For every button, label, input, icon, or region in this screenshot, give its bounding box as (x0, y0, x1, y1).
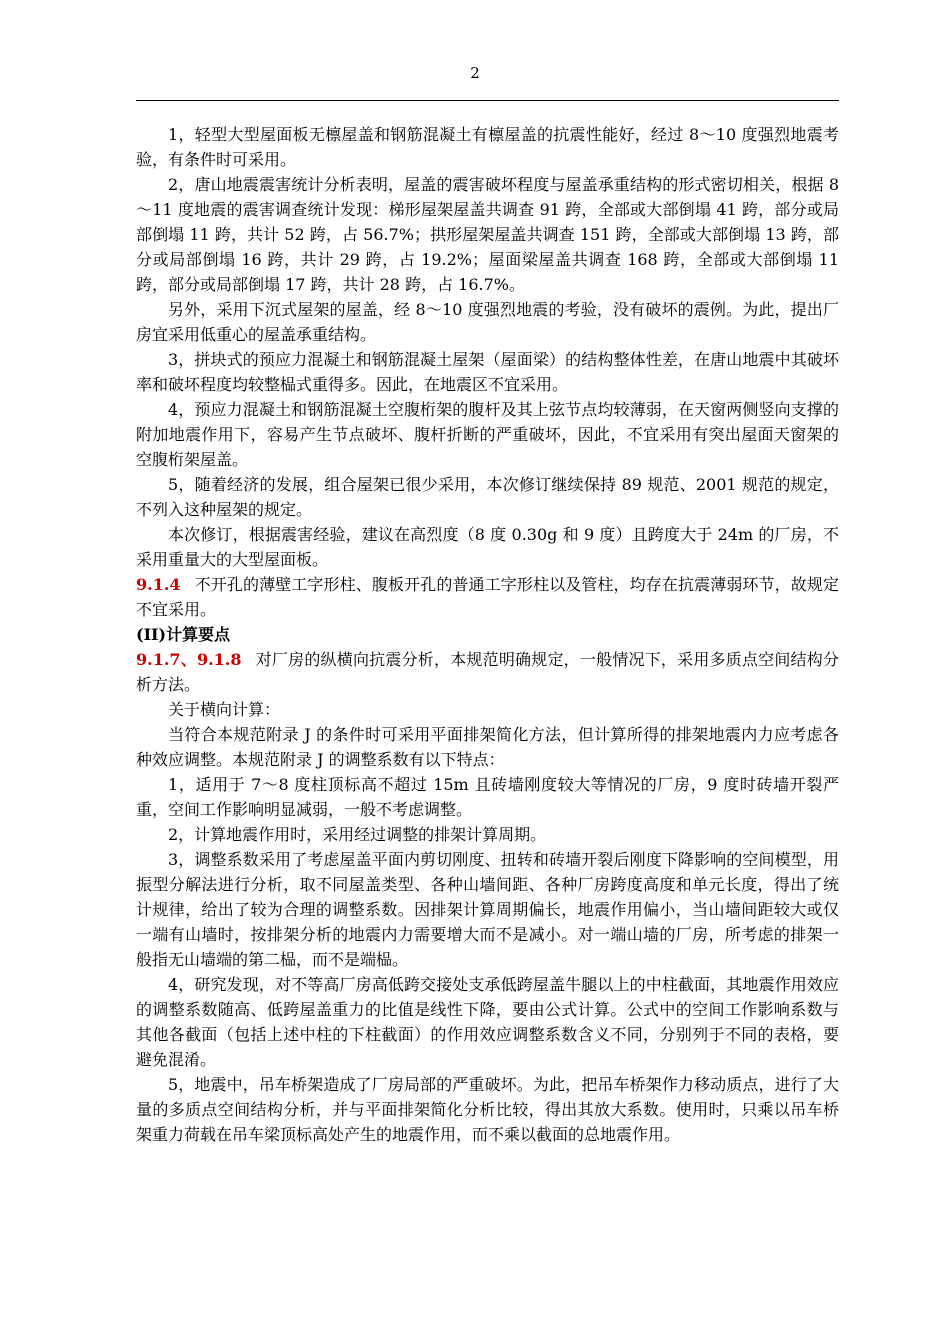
paragraph-10: 1，适用于 7～8 度柱顶标高不超过 15m 且砖墙刚度较大等情况的厂房，9 度时砖墙开裂严重，空间工作影响明显减弱，一般不考虑调整。 (136, 775, 839, 819)
paragraph-12: 3，调整系数采用了考虑屋盖平面内剪切刚度、扭转和砖墙开裂后刚度下降影响的空间模型，用振型分解法进行分析，取不同屋盖类型、各种山墙间距、各种厂房跨度高度和单元长度，得出了统计规律，给出了较为合理的调整系数。因排架计算周期偏长，地震作用偏小，当山墙间距较大或仅一端有山墙时，按排架分析的地震内力需要增大而不是减小。对一端山墙的厂房，所考虑的排架一般指无山墙端的第二榀，而不是端榀。 (136, 850, 839, 969)
clause-text: 不开孔的薄壁工字形柱、腹板开孔的普通工字形柱以及管柱，均存在抗震薄弱环节，故规定不宜采用。 (136, 575, 839, 619)
clause-number: 9.1.4 (136, 575, 181, 594)
paragraph-11: 2，计算地震作用时，采用经过调整的排架计算周期。 (168, 825, 547, 844)
paragraph-6: 5，随着经济的发展，组合屋架已很少采用，本次修订继续保持 89 规范、2001 规范的规定，不列入这种屋架的规定。 (136, 475, 839, 519)
paragraph-8: 关于横向计算： (168, 700, 281, 719)
paragraph-14: 5，地震中，吊车桥架造成了厂房局部的严重破坏。为此，把吊车桥架作力移动质点，进行了大量的多质点空间结构分析，并与平面排架简化分析比较，得出其放大系数。使用时，只乘以吊车桥架重力荷载在吊车梁顶标高处产生的地震作用，而不乘以截面的总地震作用。 (136, 1075, 839, 1144)
clause-9-1-7-9-1-8 (136, 647, 839, 697)
paragraph-13: 4，研究发现，对不等高厂房高低跨交接处支承低跨屋盖牛腿以上的中柱截面，其地震作用效应的调整系数随高、低跨屋盖重力的比值是线性下降，要由公式计算。公式中的空间工作影响系数与其他各截面（包括上述中柱的下柱截面）的作用效应调整系数含义不同，分别列于不同的表格，要避免混淆。 (136, 975, 839, 1069)
header-rule (136, 100, 839, 101)
document-body (136, 122, 839, 1147)
section-title: (II)计算要点 (136, 625, 231, 644)
paragraph-5: 4，预应力混凝土和钢筋混凝土空腹桁架的腹杆及其上弦节点均较薄弱，在天窗两侧竖向支撑的附加地震作用下，容易产生节点破坏、腹杆折断的严重破坏，因此，不宜采用有突出屋面天窗架的空腹桁架屋盖。 (136, 400, 839, 469)
clause-text: 对厂房的纵横向抗震分析，本规范明确规定，一般情况下，采用多质点空间结构分析方法。 (136, 650, 839, 694)
clause-number: 9.1.7、9.1.8 (136, 650, 242, 669)
paragraph-2: 2，唐山地震震害统计分析表明，屋盖的震害破坏程度与屋盖承重结构的形式密切相关，根据 8～11 度地震的震害调查统计发现：梯形屋架屋盖共调查 91 跨，全部或大部倒塌 41 跨，部分或局部倒塌 11 跨，共计 52 跨，占 56.7%；拱形屋架屋盖共调查 151 跨，全部或大部倒塌 13 跨，部分或局部倒塌 16 跨，共计 29 跨，占 19.2%；屋面梁屋盖共调查 168 跨，全部或大部倒塌 11 跨，部分或局部倒塌 17 跨，共计 28 跨，占 16.7%。 (136, 175, 839, 294)
paragraph-4: 3，拼块式的预应力混凝土和钢筋混凝土屋架（屋面梁）的结构整体性差，在唐山地震中其破坏率和破坏程度均较整榀式重得多。因此，在地震区不宜采用。 (136, 350, 839, 394)
paragraph-1: 1，轻型大型屋面板无檩屋盖和钢筋混凝土有檩屋盖的抗震性能好，经过 8～10 度强烈地震考验，有条件时可采用。 (136, 125, 839, 169)
page-number: 2 (470, 64, 480, 82)
paragraph-9: 当符合本规范附录 J 的条件时可采用平面排架简化方法，但计算所得的排架地震内力应考虑各种效应调整。本规范附录 J 的调整系数有以下特点： (136, 725, 839, 769)
paragraph-7: 本次修订，根据震害经验，建议在高烈度（8 度 0.30g 和 9 度）且跨度大于 24m 的厂房，不采用重量大的大型屋面板。 (136, 525, 839, 569)
paragraph-3: 另外，采用下沉式屋架的屋盖，经 8～10 度强烈地震的考验，没有破坏的震例。为此，提出厂房宜采用低重心的屋盖承重结构。 (136, 300, 839, 344)
clause-9-1-4 (136, 572, 839, 622)
